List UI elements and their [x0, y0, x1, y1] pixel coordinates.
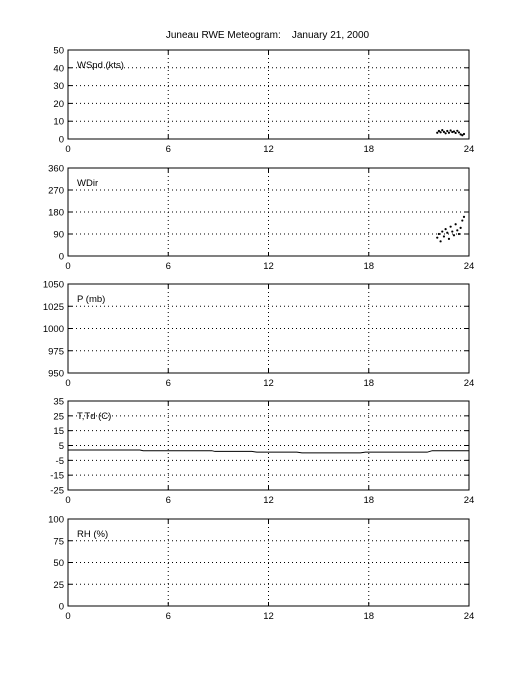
y-tick-label: 360: [48, 163, 64, 175]
data-point: [453, 130, 455, 132]
panel-label: T,Td (C): [77, 411, 112, 422]
series-line: [68, 450, 469, 453]
y-tick-label: 90: [53, 229, 64, 241]
data-point: [446, 130, 448, 132]
x-tick-label: 18: [363, 261, 375, 272]
data-point: [448, 132, 450, 134]
panel-label: WDir: [77, 178, 99, 189]
x-tick-label: 0: [65, 611, 71, 622]
x-tick-label: 24: [463, 144, 475, 155]
y-tick-label: 10: [53, 116, 64, 128]
data-point: [436, 237, 438, 239]
x-tick-label: 6: [165, 144, 171, 155]
y-tick-label: 35: [53, 396, 64, 408]
data-point: [448, 238, 450, 240]
data-point: [453, 234, 455, 236]
panel-label: RH (%): [77, 529, 109, 540]
data-point: [436, 132, 438, 134]
data-point: [445, 228, 447, 230]
x-tick-label: 6: [165, 611, 171, 622]
x-tick-label: 0: [65, 378, 71, 389]
data-point: [443, 235, 445, 237]
y-tick-label: 975: [48, 346, 64, 358]
panel-1: [53, 46, 474, 156]
data-point: [450, 226, 452, 228]
x-tick-label: 12: [263, 495, 274, 506]
y-tick-label: 950: [48, 368, 64, 380]
data-point: [439, 131, 441, 133]
y-tick-label: 0: [58, 134, 64, 146]
data-point: [463, 133, 465, 135]
panel-label: WSpd (kts): [77, 60, 124, 71]
y-tick-label: 25: [53, 579, 64, 591]
y-tick-label: 1000: [42, 324, 64, 335]
x-tick-label: 0: [65, 144, 71, 155]
data-point: [461, 219, 463, 221]
data-point: [446, 232, 448, 234]
y-tick-label: 50: [53, 45, 64, 57]
y-tick-label: 0: [58, 601, 64, 613]
y-tick-label: 40: [53, 63, 64, 75]
data-point: [455, 223, 457, 225]
x-tick-label: 24: [463, 378, 475, 389]
data-point: [443, 131, 445, 133]
data-point: [441, 129, 443, 131]
x-tick-label: 6: [165, 495, 171, 506]
x-tick-label: 6: [165, 261, 171, 272]
x-tick-label: 6: [165, 378, 171, 389]
panel-3: [43, 280, 474, 390]
data-point: [439, 240, 441, 242]
data-point: [455, 132, 457, 134]
x-tick-label: 24: [463, 611, 475, 622]
data-point: [456, 229, 458, 231]
panel-label: P (mb): [77, 294, 106, 305]
y-tick-label: 1050: [42, 279, 64, 291]
data-point: [451, 230, 453, 232]
data-point: [456, 130, 458, 132]
x-tick-label: 0: [65, 495, 71, 506]
y-tick-label: -5: [55, 455, 64, 467]
y-tick-label: 15: [53, 426, 64, 438]
figure-title: Juneau RWE Meteogram: January 21, 2000: [165, 30, 370, 41]
y-tick-label: 50: [53, 558, 64, 569]
y-tick-label: 270: [48, 185, 64, 197]
data-point: [458, 131, 460, 133]
data-point: [450, 129, 452, 131]
x-tick-label: 12: [263, 144, 274, 155]
x-tick-label: 12: [263, 611, 274, 622]
y-tick-label: 20: [53, 98, 64, 110]
panel-5: [48, 515, 474, 623]
panel-2: [48, 164, 474, 273]
x-tick-label: 24: [463, 495, 475, 506]
x-tick-label: 18: [363, 144, 375, 155]
x-tick-label: 12: [263, 261, 274, 272]
y-tick-label: 5: [58, 441, 64, 452]
data-point: [445, 132, 447, 134]
data-point: [441, 230, 443, 232]
data-point: [438, 233, 440, 235]
y-tick-label: 25: [53, 411, 64, 423]
x-tick-label: 18: [363, 378, 375, 389]
y-tick-label: 1025: [42, 301, 64, 313]
y-tick-label: 100: [48, 514, 64, 526]
data-point: [460, 227, 462, 229]
data-point: [463, 216, 465, 218]
y-tick-label: -15: [50, 470, 64, 482]
y-tick-label: 0: [58, 251, 64, 263]
y-tick-label: 30: [53, 81, 64, 93]
x-tick-label: 18: [363, 611, 375, 622]
x-tick-label: 18: [363, 495, 375, 506]
panel-4: [50, 397, 474, 507]
data-point: [458, 233, 460, 235]
x-tick-label: 24: [463, 261, 475, 272]
x-tick-label: 12: [263, 378, 274, 389]
y-tick-label: 75: [53, 536, 64, 548]
x-tick-label: 0: [65, 261, 71, 272]
y-tick-label: 180: [48, 207, 64, 219]
y-tick-label: -25: [50, 485, 64, 497]
